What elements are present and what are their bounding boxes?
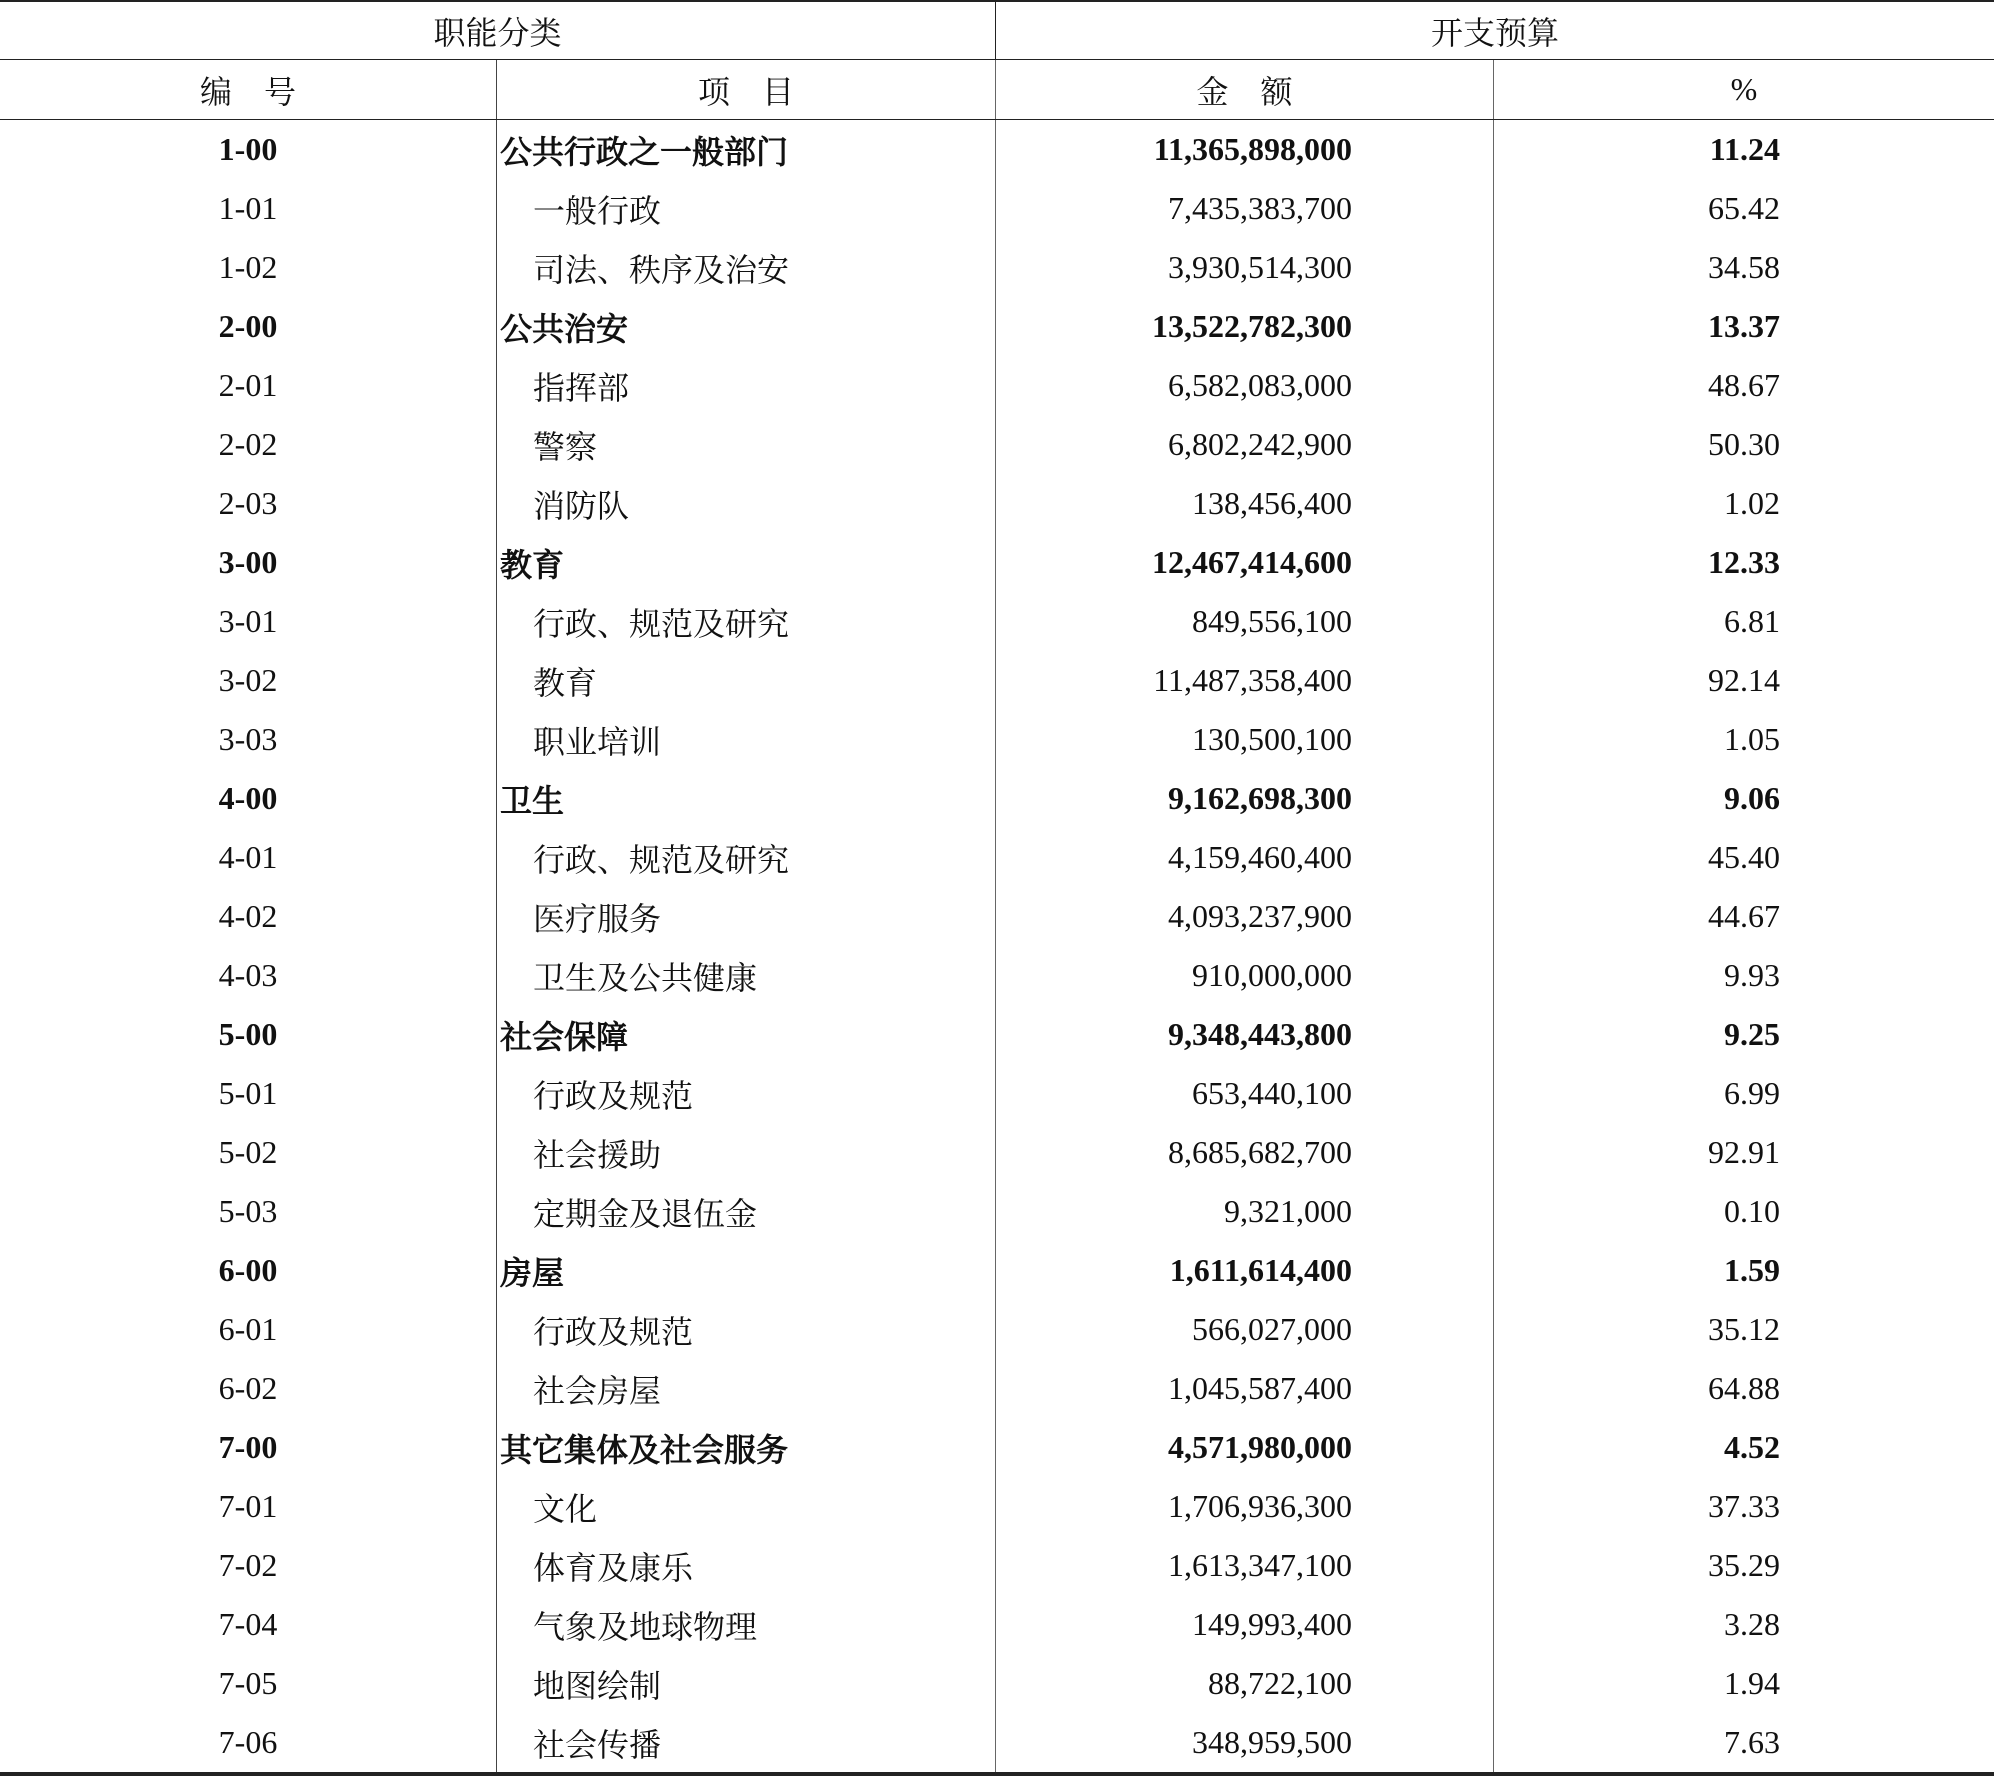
row-code-cell (0, 1300, 497, 1359)
row-amount: 348,959,500 (1192, 1724, 1352, 1760)
subcategory-name-cell (497, 651, 996, 710)
row-code-cell (0, 120, 497, 179)
row-code-cell (0, 1654, 497, 1713)
row-amount: 849,556,100 (1192, 603, 1352, 639)
row-amount-cell (996, 1123, 1494, 1182)
subcategory-name-cell (497, 1064, 996, 1123)
row-code: 7-00 (218, 1429, 278, 1465)
subcategory-name-cell (497, 356, 996, 415)
row-amount-cell (996, 238, 1494, 297)
row-percent: 48.67 (1708, 367, 1780, 403)
row-percent-cell (1494, 946, 1994, 1005)
category-name-cell (497, 1241, 996, 1300)
row-amount: 138,456,400 (1192, 485, 1352, 521)
subcategory-row (0, 710, 1994, 769)
row-amount-cell (996, 356, 1494, 415)
row-amount: 6,802,242,900 (1168, 426, 1352, 462)
subcategory-name-cell (497, 946, 996, 1005)
row-code-cell (0, 887, 497, 946)
row-code: 2-02 (218, 426, 278, 462)
subcategory-row (0, 415, 1994, 474)
row-amount-cell (996, 1536, 1494, 1595)
row-percent: 92.91 (1708, 1134, 1780, 1170)
row-code-cell (0, 828, 497, 887)
row-percent-cell (1494, 887, 1994, 946)
row-percent: 1.94 (1724, 1665, 1780, 1701)
row-code-cell (0, 533, 497, 592)
subcategory-name-cell (497, 1595, 996, 1654)
category-row (0, 1418, 1994, 1477)
row-amount-cell (996, 297, 1494, 356)
subcategory-row (0, 1300, 1994, 1359)
row-amount: 653,440,100 (1192, 1075, 1352, 1111)
row-code: 5-01 (218, 1075, 278, 1111)
row-amount: 1,706,936,300 (1168, 1488, 1352, 1524)
row-percent: 92.14 (1708, 662, 1780, 698)
row-code-cell (0, 415, 497, 474)
row-amount-cell (996, 533, 1494, 592)
row-percent-cell (1494, 1064, 1994, 1123)
row-percent: 7.63 (1724, 1724, 1780, 1760)
header-amount-cell (996, 60, 1494, 119)
row-amount-cell (996, 710, 1494, 769)
row-percent-cell (1494, 533, 1994, 592)
subcategory-name-cell (497, 238, 996, 297)
row-amount: 12,467,414,600 (1152, 544, 1352, 580)
row-amount: 88,722,100 (1208, 1665, 1352, 1701)
row-percent: 9.93 (1724, 957, 1780, 993)
subcategory-name: 一般行政 (533, 192, 662, 229)
row-percent-cell (1494, 238, 1994, 297)
subcategory-row (0, 1182, 1994, 1241)
row-percent-cell (1494, 592, 1994, 651)
row-code: 1-01 (218, 190, 278, 226)
row-amount: 910,000,000 (1192, 957, 1352, 993)
row-code: 7-06 (218, 1724, 278, 1760)
subcategory-row (0, 828, 1994, 887)
row-percent-cell (1494, 297, 1994, 356)
row-code-cell (0, 356, 497, 415)
subcategory-name-cell (497, 1477, 996, 1536)
row-percent: 4.52 (1724, 1429, 1780, 1465)
row-amount: 130,500,100 (1192, 721, 1352, 757)
category-row (0, 769, 1994, 828)
row-code: 2-01 (218, 367, 278, 403)
row-amount: 11,487,358,400 (1153, 662, 1352, 698)
category-name: 公共治安 (500, 310, 629, 347)
subcategory-name-cell (497, 828, 996, 887)
row-amount: 4,571,980,000 (1168, 1429, 1352, 1465)
row-code: 3-00 (218, 544, 278, 580)
row-percent-cell (1494, 651, 1994, 710)
row-code-cell (0, 238, 497, 297)
subcategory-row (0, 592, 1994, 651)
subcategory-name-cell (497, 1536, 996, 1595)
subcategory-name-cell (497, 1713, 996, 1772)
row-percent: 50.30 (1708, 426, 1780, 462)
row-percent-cell (1494, 179, 1994, 238)
row-amount-cell (996, 1300, 1494, 1359)
row-code-cell (0, 1595, 497, 1654)
row-amount: 1,611,614,400 (1169, 1252, 1352, 1288)
subcategory-row (0, 356, 1994, 415)
subcategory-name: 社会援助 (533, 1136, 662, 1173)
row-amount-cell (996, 1713, 1494, 1772)
subcategory-name: 体育及康乐 (533, 1549, 694, 1586)
row-code-cell (0, 1241, 497, 1300)
row-percent-cell (1494, 1300, 1994, 1359)
row-code: 2-03 (218, 485, 278, 521)
row-code-cell (0, 1713, 497, 1772)
row-code-cell (0, 1359, 497, 1418)
category-name: 房屋 (500, 1254, 565, 1291)
row-amount-cell (996, 1005, 1494, 1064)
subcategory-name: 气象及地球物理 (533, 1608, 758, 1645)
row-amount: 7,435,383,700 (1168, 190, 1352, 226)
row-amount-cell (996, 1241, 1494, 1300)
row-code-cell (0, 651, 497, 710)
row-amount: 9,162,698,300 (1168, 780, 1352, 816)
subcategory-name-cell (497, 474, 996, 533)
subcategory-name: 社会房屋 (533, 1372, 662, 1409)
row-percent: 13.37 (1708, 308, 1780, 344)
row-amount: 9,321,000 (1224, 1193, 1352, 1229)
row-percent-cell (1494, 1005, 1994, 1064)
row-percent-cell (1494, 1713, 1994, 1772)
row-percent: 1.59 (1724, 1252, 1780, 1288)
row-percent: 37.33 (1708, 1488, 1780, 1524)
subcategory-row (0, 1654, 1994, 1713)
row-code-cell (0, 710, 497, 769)
subcategory-name-cell (497, 1654, 996, 1713)
row-amount-cell (996, 887, 1494, 946)
row-code-cell (0, 946, 497, 1005)
row-amount-cell (996, 179, 1494, 238)
table-body (0, 120, 1994, 1772)
row-amount: 6,582,083,000 (1168, 367, 1352, 403)
row-amount-cell (996, 946, 1494, 1005)
category-row (0, 120, 1994, 179)
header-item-cell (497, 60, 996, 119)
row-amount-cell (996, 1359, 1494, 1418)
row-percent: 44.67 (1708, 898, 1780, 934)
row-percent: 9.06 (1724, 780, 1780, 816)
header-item: 项 目 (697, 73, 794, 110)
row-percent-cell (1494, 1182, 1994, 1241)
header-code: 编 号 (199, 73, 296, 110)
subcategory-row (0, 179, 1994, 238)
row-percent-cell (1494, 1477, 1994, 1536)
row-percent-cell (1494, 828, 1994, 887)
category-name-cell (497, 533, 996, 592)
row-code-cell (0, 1418, 497, 1477)
row-percent: 35.12 (1708, 1311, 1780, 1347)
header-classification: 职能分类 (433, 14, 562, 51)
row-amount-cell (996, 1064, 1494, 1123)
bottom-rule (0, 1772, 1994, 1776)
category-name-cell (497, 1005, 996, 1064)
header-percent-cell (1494, 60, 1994, 119)
row-amount-cell (996, 592, 1494, 651)
subcategory-name-cell (497, 415, 996, 474)
subcategory-name: 职业培训 (533, 723, 662, 760)
subcategory-name-cell (497, 592, 996, 651)
subcategory-name: 警察 (533, 428, 598, 465)
row-amount-cell (996, 828, 1494, 887)
category-name-cell (497, 297, 996, 356)
row-amount: 9,348,443,800 (1168, 1016, 1352, 1052)
row-percent-cell (1494, 710, 1994, 769)
category-row (0, 297, 1994, 356)
row-percent: 12.33 (1708, 544, 1780, 580)
row-amount: 149,993,400 (1192, 1606, 1352, 1642)
row-code: 7-02 (218, 1547, 278, 1583)
subcategory-row (0, 1595, 1994, 1654)
subcategory-name-cell (497, 887, 996, 946)
subcategory-name: 定期金及退伍金 (533, 1195, 758, 1232)
category-row (0, 533, 1994, 592)
row-code: 7-01 (218, 1488, 278, 1524)
row-code-cell (0, 474, 497, 533)
row-amount-cell (996, 415, 1494, 474)
row-percent: 9.25 (1724, 1016, 1780, 1052)
row-percent: 65.42 (1708, 190, 1780, 226)
row-code: 2-00 (218, 308, 278, 344)
subcategory-row (0, 1064, 1994, 1123)
row-amount: 13,522,782,300 (1152, 308, 1352, 344)
row-code-cell (0, 769, 497, 828)
row-percent-cell (1494, 769, 1994, 828)
row-code-cell (0, 1064, 497, 1123)
subcategory-name-cell (497, 1359, 996, 1418)
row-code: 1-00 (218, 131, 278, 167)
category-name: 卫生 (500, 782, 565, 819)
subcategory-row (0, 1536, 1994, 1595)
header-amount: 金 额 (1196, 73, 1293, 110)
row-percent: 1.02 (1724, 485, 1780, 521)
category-row (0, 1241, 1994, 1300)
subcategory-name: 卫生及公共健康 (533, 959, 758, 996)
row-code: 4-03 (218, 957, 278, 993)
row-amount-cell (996, 474, 1494, 533)
subcategory-row (0, 1123, 1994, 1182)
row-code: 6-02 (218, 1370, 278, 1406)
subcategory-name: 医疗服务 (533, 900, 662, 937)
row-amount-cell (996, 120, 1494, 179)
row-code-cell (0, 1182, 497, 1241)
subcategory-row (0, 1477, 1994, 1536)
row-amount: 4,159,460,400 (1168, 839, 1352, 875)
subcategory-name: 行政及规范 (533, 1077, 694, 1114)
row-code-cell (0, 592, 497, 651)
subcategory-name: 行政、规范及研究 (533, 605, 790, 642)
row-code: 3-03 (218, 721, 278, 757)
row-percent-cell (1494, 120, 1994, 179)
row-amount: 1,613,347,100 (1168, 1547, 1352, 1583)
category-row (0, 1005, 1994, 1064)
category-name-cell (497, 769, 996, 828)
row-amount: 1,045,587,400 (1168, 1370, 1352, 1406)
subcategory-name: 文化 (533, 1490, 598, 1527)
subcategory-name: 消防队 (533, 487, 630, 524)
row-code: 1-02 (218, 249, 278, 285)
row-amount-cell (996, 1182, 1494, 1241)
row-code: 4-02 (218, 898, 278, 934)
category-name: 公共行政之一般部门 (500, 133, 789, 170)
category-name: 其它集体及社会服务 (500, 1431, 789, 1468)
row-percent-cell (1494, 1418, 1994, 1477)
row-code-cell (0, 1123, 497, 1182)
header-percent: % (1730, 71, 1758, 107)
row-percent-cell (1494, 1359, 1994, 1418)
subcategory-row (0, 474, 1994, 533)
subcategory-name: 地图绘制 (533, 1667, 662, 1704)
subcategory-row (0, 1713, 1994, 1772)
row-code: 5-00 (218, 1016, 278, 1052)
row-code: 6-01 (218, 1311, 278, 1347)
row-code-cell (0, 1477, 497, 1536)
row-percent-cell (1494, 356, 1994, 415)
row-percent: 11.24 (1709, 131, 1780, 167)
header-classification-cell (0, 2, 996, 59)
row-code-cell (0, 1005, 497, 1064)
row-percent: 0.10 (1724, 1193, 1780, 1229)
row-code: 7-05 (218, 1665, 278, 1701)
row-amount: 4,093,237,900 (1168, 898, 1352, 934)
row-percent-cell (1494, 1241, 1994, 1300)
category-name-cell (497, 120, 996, 179)
row-amount-cell (996, 1595, 1494, 1654)
row-amount-cell (996, 769, 1494, 828)
subcategory-name-cell (497, 1300, 996, 1359)
row-percent-cell (1494, 415, 1994, 474)
row-code: 7-04 (218, 1606, 278, 1642)
row-code: 6-00 (218, 1252, 278, 1288)
subcategory-row (0, 238, 1994, 297)
row-code-cell (0, 297, 497, 356)
subcategory-name: 行政、规范及研究 (533, 841, 790, 878)
row-percent: 35.29 (1708, 1547, 1780, 1583)
subcategory-row (0, 887, 1994, 946)
subcategory-name-cell (497, 1123, 996, 1182)
subcategory-row (0, 651, 1994, 710)
subcategory-name-cell (497, 1182, 996, 1241)
subcategory-name-cell (497, 179, 996, 238)
row-percent: 64.88 (1708, 1370, 1780, 1406)
row-code: 3-02 (218, 662, 278, 698)
row-amount-cell (996, 651, 1494, 710)
row-amount-cell (996, 1477, 1494, 1536)
row-amount-cell (996, 1654, 1494, 1713)
category-name-cell (497, 1418, 996, 1477)
row-amount: 11,365,898,000 (1153, 131, 1352, 167)
header-budget: 开支预算 (1430, 14, 1559, 51)
row-code: 5-02 (218, 1134, 278, 1170)
row-code: 4-01 (218, 839, 278, 875)
row-amount: 8,685,682,700 (1168, 1134, 1352, 1170)
row-percent: 34.58 (1708, 249, 1780, 285)
row-amount: 566,027,000 (1192, 1311, 1352, 1347)
subcategory-name: 指挥部 (533, 369, 630, 406)
row-code-cell (0, 1536, 497, 1595)
header-code-cell (0, 60, 497, 119)
row-percent-cell (1494, 1536, 1994, 1595)
subcategory-row (0, 946, 1994, 1005)
row-percent: 6.81 (1724, 603, 1780, 639)
header-column-row (0, 60, 1994, 120)
row-amount-cell (996, 1418, 1494, 1477)
row-percent-cell (1494, 474, 1994, 533)
category-name: 教育 (500, 546, 565, 583)
row-code: 3-01 (218, 603, 278, 639)
row-code: 4-00 (218, 780, 278, 816)
row-percent: 1.05 (1724, 721, 1780, 757)
header-budget-cell (996, 2, 1994, 59)
subcategory-row (0, 1359, 1994, 1418)
row-amount: 3,930,514,300 (1168, 249, 1352, 285)
row-percent-cell (1494, 1123, 1994, 1182)
row-percent-cell (1494, 1595, 1994, 1654)
subcategory-name: 司法、秩序及治安 (533, 251, 790, 288)
subcategory-name: 行政及规范 (533, 1313, 694, 1350)
subcategory-name-cell (497, 710, 996, 769)
row-percent: 6.99 (1724, 1075, 1780, 1111)
header-group-row (0, 2, 1994, 60)
row-percent: 45.40 (1708, 839, 1780, 875)
category-name: 社会保障 (500, 1018, 629, 1055)
subcategory-name: 教育 (533, 664, 598, 701)
subcategory-name: 社会传播 (533, 1726, 662, 1763)
row-code: 5-03 (218, 1193, 278, 1229)
row-percent: 3.28 (1724, 1606, 1780, 1642)
row-code-cell (0, 179, 497, 238)
row-percent-cell (1494, 1654, 1994, 1713)
